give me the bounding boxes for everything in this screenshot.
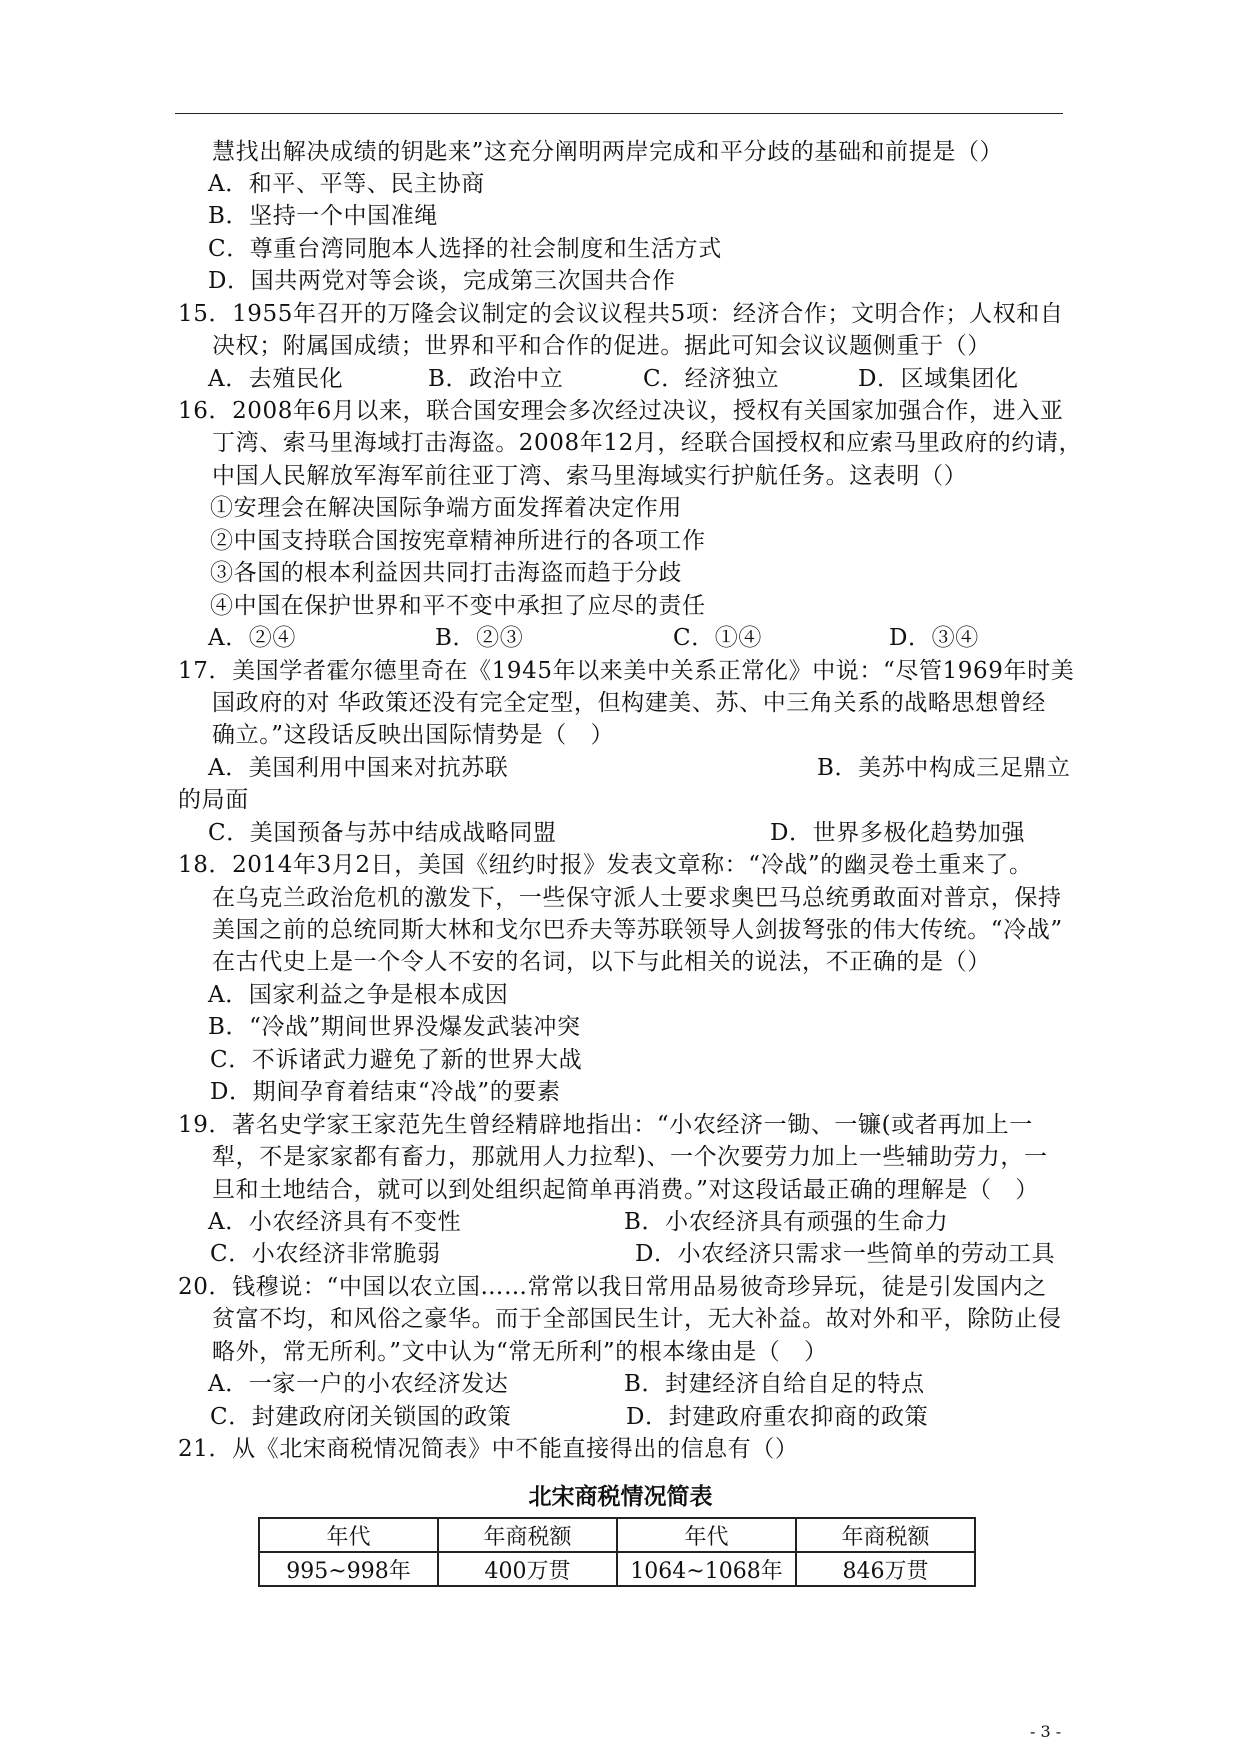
text-line: B．坚持一个中国准绳 [208,203,438,229]
text-line: 决权；附属国成绩；世界和平和合作的促进。据此可知会议议题侧重于（） [212,333,991,359]
text-line: 17．美国学者霍尔德里奇在《1945年以来美中关系正常化》中说：“尽管1969年时美 [178,658,1075,684]
text-line: A．去殖民化 [208,366,344,392]
table-row [259,1552,975,1586]
text-line: C．不诉诸武力避免了新的世界大战 [210,1047,583,1073]
text-line: D．期间孕育着结束“冷战”的要素 [210,1079,561,1105]
tax-table [258,1517,976,1587]
text-line: 美国之前的总统同斯大林和戈尔巴乔夫等苏联领导人剑拔弩张的伟大传统。“冷战” [212,917,1063,943]
table-header-cell: 年商税额 [438,1518,617,1552]
text-line: A．小农经济具有不变性 [208,1209,462,1235]
text-line: ①安理会在解决国际争端方面发挥着决定作用 [210,495,682,521]
table-title: 北宋商税情况简表 [528,1484,713,1510]
text-line: 略外，常无所利。”文中认为“常无所利”的根本缘由是（ ） [212,1339,828,1365]
text-line: 15．1955年召开的万隆会议制定的会议议程共5项：经济合作；文明合作；人权和自 [178,301,1064,327]
table-cell: 1064~1068年 [617,1552,796,1586]
table-cell: 846万贯 [796,1552,975,1586]
text-line: C．美国预备与苏中结成战略同盟 [208,820,557,846]
text-line: D．③④ [889,625,979,651]
text-line: B．美苏中构成三足鼎立 [817,755,1071,781]
text-line: A．和平、平等、民主协商 [208,171,485,197]
table-header-cell: 年代 [617,1518,796,1552]
text-line: D．世界多极化趋势加强 [770,820,1026,846]
text-line: A．②④ [208,625,297,651]
text-line: 犁，不是家家都有畜力，那就用人力拉犁)、一个次要劳力加上一些辅助劳力，一 [212,1144,1048,1170]
text-line: B．小农经济具有顽强的生命力 [624,1209,949,1235]
table-cell: 995~998年 [259,1552,438,1586]
header-rule [175,113,1063,114]
text-line: 在古代史上是一个令人不安的名词，以下与此相关的说法，不正确的是（） [212,949,991,975]
text-line: 18．2014年3月2日，美国《纽约时报》发表文章称：“冷战”的幽灵卷土重来了。 [178,852,1033,878]
table-header-cell: 年代 [259,1518,438,1552]
text-line: B．②③ [435,625,524,651]
table-header-row [259,1518,975,1552]
table-header-cell: 年商税额 [796,1518,975,1552]
text-line: 中国人民解放军海军前往亚丁湾、索马里海域实行护航任务。这表明（） [212,463,968,489]
text-line: 的局面 [178,787,249,813]
text-line: ②中国支持联合国按宪章精神所进行的各项工作 [210,528,706,554]
text-line: 21．从《北宋商税情况简表》中不能直接得出的信息有（） [178,1436,799,1462]
text-line: 旦和土地结合，就可以到处组织起简单再消费。”对这段话最正确的理解是（ ） [212,1177,1039,1203]
text-line: D．封建政府重农抑商的政策 [626,1404,929,1430]
text-line: 19．著名史学家王家范先生曾经精辟地指出：“小农经济一锄、一镰(或者再加上一 [178,1112,1033,1138]
text-line: D．区域集团化 [858,366,1019,392]
text-line: ④中国在保护世界和平不变中承担了应尽的责任 [210,593,706,619]
text-line: 国政府的对 华政策还没有完全定型，但构建美、苏、中三角关系的战略思想曾经 [212,690,1046,716]
text-line: ③各国的根本利益因共同打击海盗而趋于分歧 [210,560,682,586]
text-line: 在乌克兰政治危机的激发下，一些保守派人士要求奥巴马总统勇敢面对普京，保持 [212,885,1062,911]
text-line: A．美国利用中国来对抗苏联 [208,755,509,781]
text-line: 慧找出解决成绩的钥匙来”这充分阐明两岸完成和平分歧的基础和前提是（） [212,139,1004,165]
text-line: A．一家一户的小农经济发达 [208,1371,509,1397]
text-line: B．政治中立 [428,366,564,392]
text-line: B．“冷战”期间世界没爆发武装冲突 [208,1014,581,1040]
text-line: D．国共两党对等会谈，完成第三次国共合作 [208,268,676,294]
text-line: C．①④ [673,625,762,651]
text-line: D．小农经济只需求一些简单的劳动工具 [635,1241,1056,1267]
text-line: 20．钱穆说：“中国以农立国……常常以我日常用品易彼奇珍异玩，徒是引发国内之 [178,1274,1047,1300]
text-line: A．国家利益之争是根本成因 [208,982,509,1008]
text-line: 丁湾、索马里海域打击海盗。2008年12月，经联合国授权和应索马里政府的约请， [212,430,1083,456]
text-line: 确立。”这段话反映出国际情势是（ ） [212,722,615,748]
text-line: C．小农经济非常脆弱 [210,1241,441,1267]
text-line: 贫富不均，和风俗之豪华。而于全部国民生计，无大补益。故对外和平，除防止侵 [212,1306,1062,1332]
table-cell: 400万贯 [438,1552,617,1586]
text-line: C．封建政府闭关锁国的政策 [210,1404,512,1430]
text-line: B．封建经济自给自足的特点 [624,1371,925,1397]
text-line: C．尊重台湾同胞本人选择的社会制度和生活方式 [208,236,722,262]
text-line: 16．2008年6月以来，联合国安理会多次经过决议，授权有关国家加强合作，进入亚 [178,398,1064,424]
page-number: - 3 - [1030,1722,1062,1741]
text-line: C．经济独立 [643,366,780,392]
